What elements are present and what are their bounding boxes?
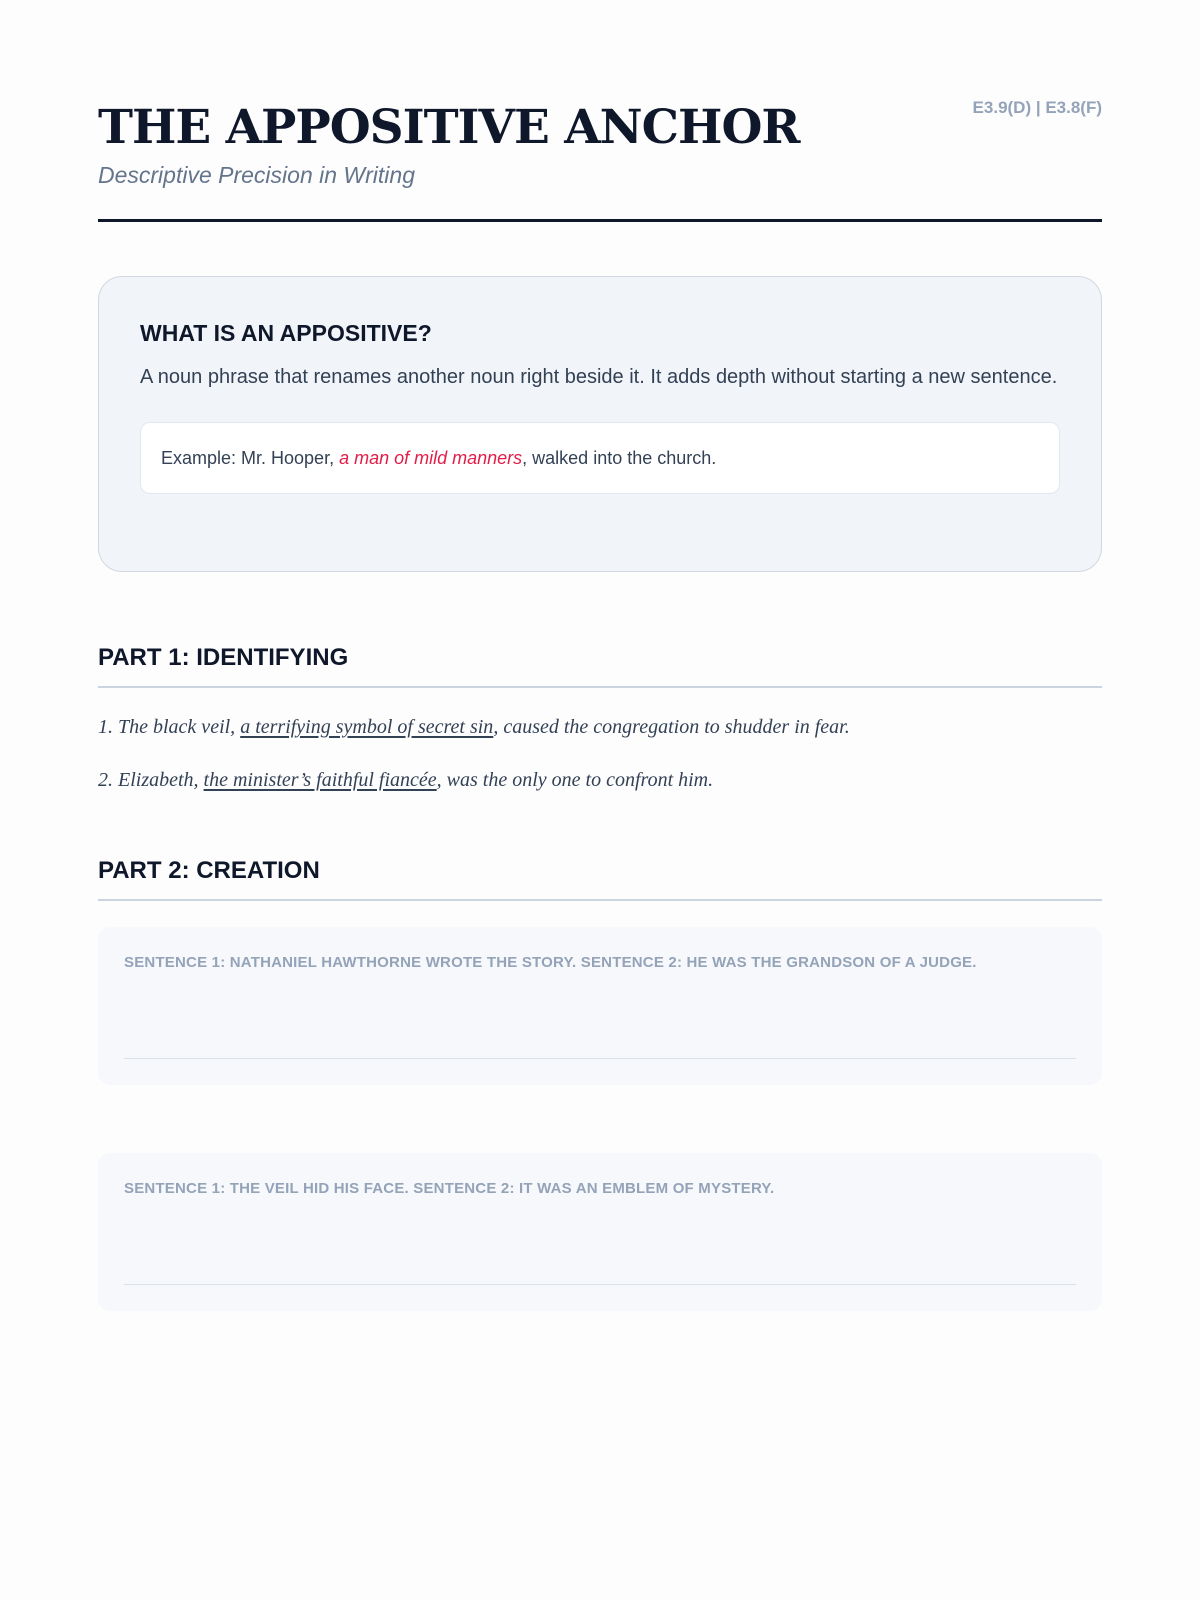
sentence-appositive: a terrifying symbol of secret sin xyxy=(240,716,494,738)
part1-heading: PART 1: IDENTIFYING xyxy=(98,642,1102,688)
creation-prompt-card xyxy=(98,927,1102,1085)
example-prefix: Example: Mr. Hooper, xyxy=(161,447,340,468)
sentence-appositive: the minister’s faithful fiancée xyxy=(203,769,437,791)
creation-prompt-text: SENTENCE 1: THE VEIL HID HIS FACE. SENTENCE 2: IT WAS AN EMBLEM OF MYSTERY. xyxy=(124,1180,775,1197)
sentence-after: , was the only one to confront him. xyxy=(436,769,714,791)
part2-heading: PART 2: CREATION xyxy=(98,855,1102,901)
definition-text: A noun phrase that renames another noun right beside it. It adds depth without starting a new sentence. xyxy=(140,366,1058,388)
page-subtitle: Descriptive Precision in Writing xyxy=(98,162,415,188)
creation-prompt-card xyxy=(98,1153,1102,1311)
sentence-before: 2. Elizabeth, xyxy=(98,769,204,791)
answer-line[interactable] xyxy=(124,1058,1076,1059)
identify-sentence xyxy=(98,767,1102,793)
creation-prompt-text: SENTENCE 1: NATHANIEL HAWTHORNE WROTE THE STORY. SENTENCE 2: HE WAS THE GRANDSON OF A JUDGE. xyxy=(124,954,977,971)
page-title: THE APPOSITIVE ANCHOR xyxy=(98,100,800,155)
definition-box xyxy=(98,276,1102,572)
example-box xyxy=(140,422,1060,494)
standards-code: E3.9(D) | E3.8(F) xyxy=(972,98,1102,117)
worksheet-header xyxy=(98,0,1102,222)
identify-list xyxy=(98,714,1102,793)
sentence-before: 1. The black veil, xyxy=(98,716,241,738)
example-suffix: , walked into the church. xyxy=(522,447,717,468)
answer-line[interactable] xyxy=(124,1284,1076,1285)
sentence-after: , caused the congregation to shudder in fear. xyxy=(493,716,850,738)
identify-sentence xyxy=(98,714,1102,740)
definition-heading: WHAT IS AN APPOSITIVE? xyxy=(140,320,432,346)
example-appositive: a man of mild manners xyxy=(339,447,523,468)
